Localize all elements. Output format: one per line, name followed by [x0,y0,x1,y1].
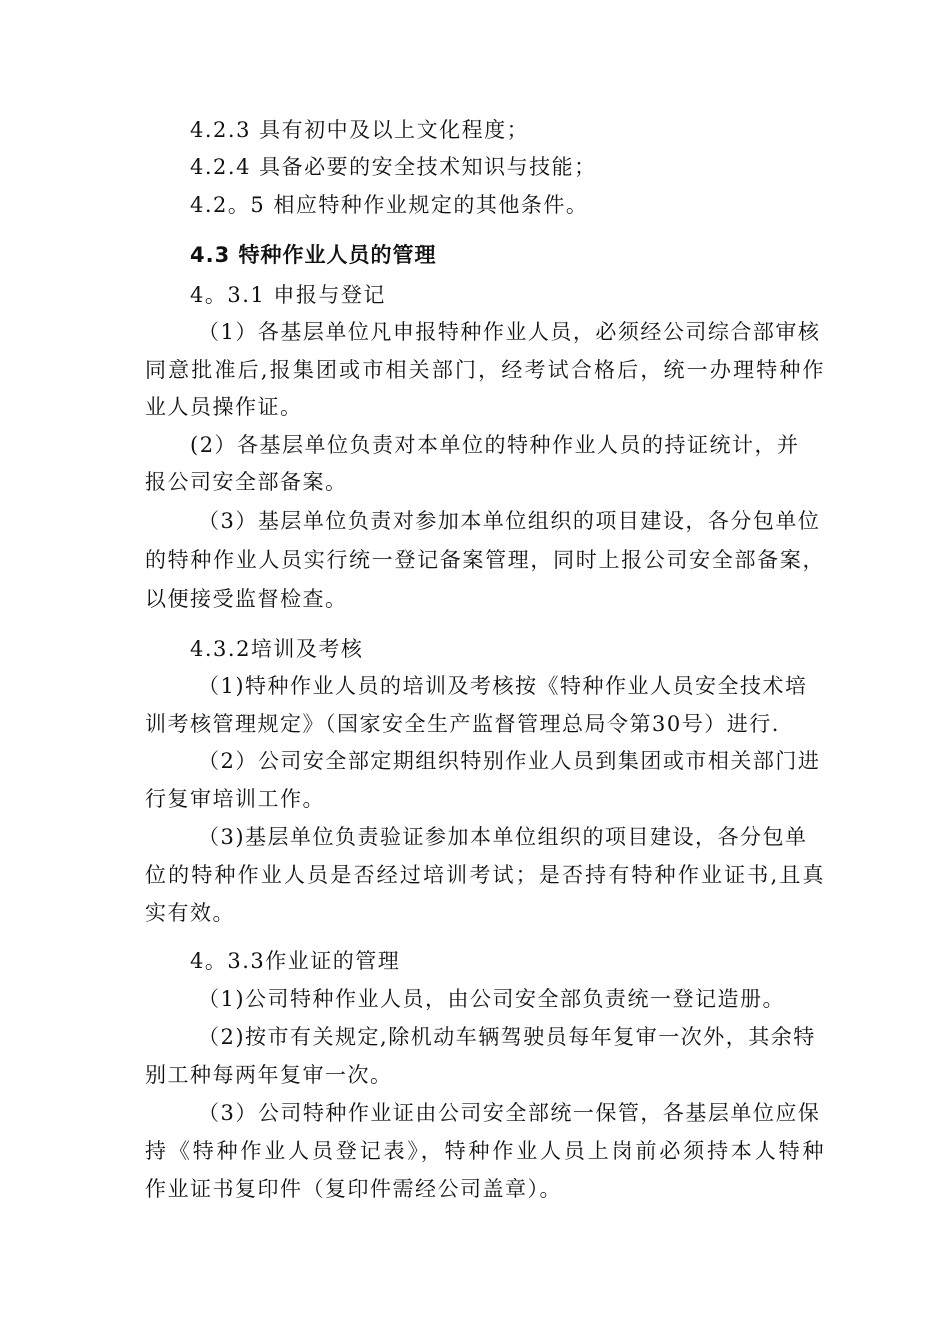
subsection-heading-4-3-2: 4.3.2培训及考核 [190,637,364,661]
paragraph-line: 同意批准后,报集团或市相关部门，经考试合格后，统一办理特种作 [145,358,825,382]
paragraph-line: （1)公司特种作业人员，由公司安全部负责统一登记造册。 [198,987,786,1011]
paragraph-line: 行复审培训工作。 [145,787,325,811]
item-4-2-3: 4.2.3 具有初中及以上文化程度； [190,118,530,142]
paragraph-line: （1）各基层单位凡申报特种作业人员，必须经公司综合部审核 [198,320,821,344]
paragraph-line: 训考核管理规定》（国家安全生产监督管理总局令第30号）进行. [145,712,780,736]
paragraph-line: 报公司安全部备案。 [145,470,348,494]
subsection-heading-4-3-1: 4。3.1 申报与登记 [190,283,386,307]
paragraph-line: （2)按市有关规定,除机动车辆驾驶员每年复审一次外，其余特 [198,1025,816,1049]
paragraph-line: （3）基层单位负责对参加本单位组织的项目建设，各分包单位 [198,509,821,533]
paragraph-line: 的特种作业人员实行统一登记备案管理，同时上报公司安全部备案， [145,548,825,572]
paragraph-line: （2）公司安全部定期组织特别作业人员到集团或市相关部门进 [198,749,821,773]
paragraph-line: 别工种每两年复审一次。 [145,1063,393,1087]
paragraph-line: 业人员操作证。 [145,395,303,419]
section-heading-4-3: 4.3 特种作业人员的管理 [190,243,437,267]
paragraph-line: 持《特种作业人员登记表》，特种作业人员上岗前必须持本人特种 [145,1139,825,1163]
paragraph-line: (2）各基层单位负责对本单位的特种作业人员的持证统计，并 [190,433,800,457]
paragraph-line: 位的特种作业人员是否经过培训考试；是否持有特种作业证书,且真 [145,863,825,887]
paragraph-line: 以便接受监督检查。 [145,587,348,611]
paragraph-line: （1)特种作业人员的培训及考核按《特种作业人员安全技术培 [198,674,808,698]
paragraph-line: 作业证书复印件（复印件需经公司盖章）。 [145,1177,562,1201]
item-4-2-4: 4.2.4 具备必要的安全技术知识与技能； [190,155,597,179]
paragraph-line: （3）公司特种作业证由公司安全部统一保管，各基层单位应保 [198,1101,821,1125]
paragraph-line: 实有效。 [145,901,235,925]
item-4-2-5: 4.2。5 相应特种作业规定的其他条件。 [190,193,589,217]
subsection-heading-4-3-3: 4。3.3作业证的管理 [190,949,401,973]
paragraph-line: （3)基层单位负责验证参加本单位组织的项目建设，各分包单 [198,825,808,849]
